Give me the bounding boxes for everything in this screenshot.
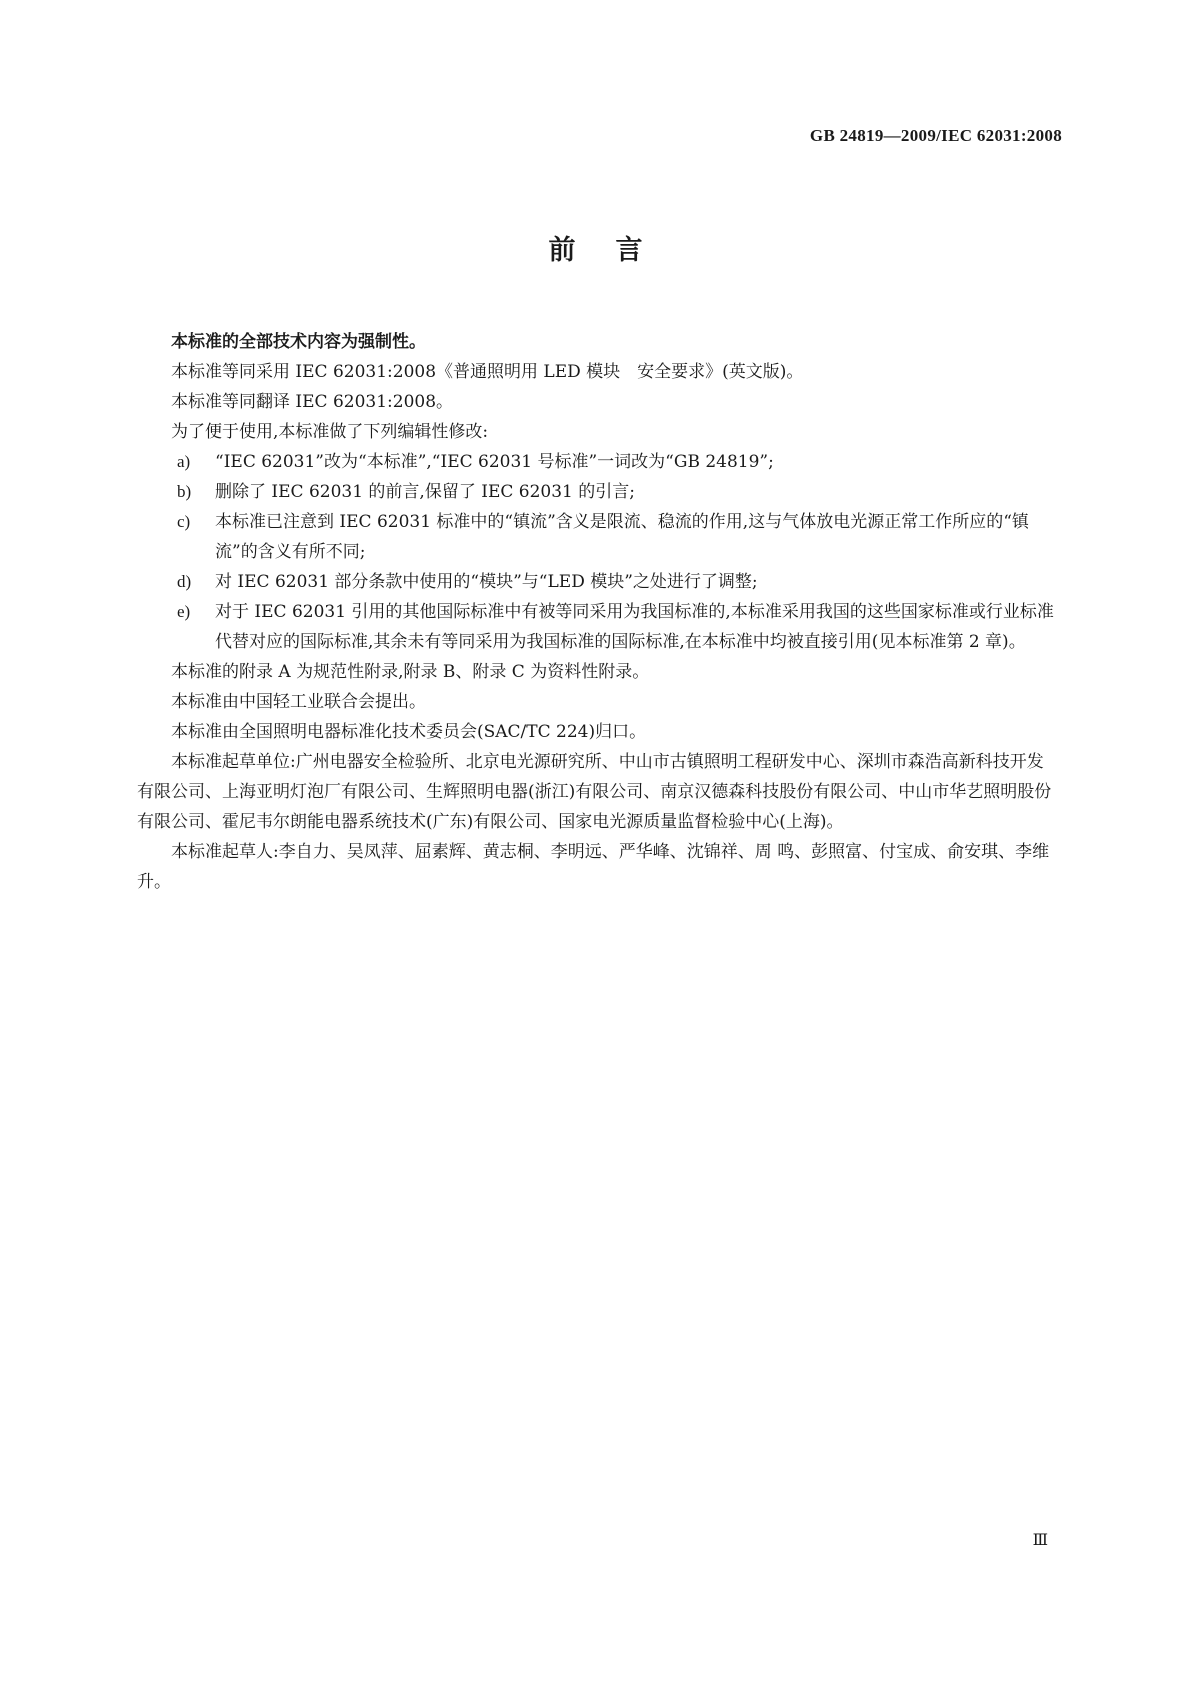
- list-item-text: 对 IEC 62031 部分条款中使用的“模块”与“LED 模块”之处进行了调整;: [215, 572, 758, 592]
- list-item-marker: a): [177, 452, 191, 471]
- list-item-text: 删除了 IEC 62031 的前言,保留了 IEC 62031 的引言;: [215, 482, 635, 502]
- mandatory-statement: 本标准的全部技术内容为强制性。: [171, 332, 426, 352]
- standard-code-header: GB 24819—2009/IEC 62031:2008: [809, 126, 1062, 145]
- foreword-body: [137, 327, 1057, 897]
- drafters: 本标准起草人:李自力、吴凤萍、屈素辉、黄志桐、李明远、严华峰、沈锦祥、周 鸣、彭照富、付宝成、俞安琪、李维升。: [137, 842, 1050, 892]
- committee-statement: 本标准由全国照明电器标准化技术委员会(SAC/TC 224)归口。: [171, 722, 647, 742]
- list-item-marker: c): [177, 512, 191, 531]
- list-item-text: 对于 IEC 62031 引用的其他国际标准中有被等同采用为我国标准的,本标准采用我国的这些国家标准或行业标准代替对应的国际标准,其余未有等同采用为我国标准的国际标准,在本标准中均被直接引用(见本标准第 2 章)。: [215, 602, 1054, 652]
- list-item: [137, 597, 1057, 657]
- list-item: [137, 507, 1057, 567]
- list-item-marker: b): [177, 482, 192, 501]
- translation-statement: 本标准等同翻译 IEC 62031:2008。: [171, 392, 454, 412]
- list-item-marker: e): [177, 602, 191, 621]
- list-item-marker: d): [177, 572, 192, 591]
- list-item-text: 本标准已注意到 IEC 62031 标准中的“镇流”含义是限流、稳流的作用,这与气体放电光源正常工作所应的“镇流”的含义有所不同;: [215, 512, 1029, 562]
- list-item-text: “IEC 62031”改为“本标准”,“IEC 62031 号标准”一词改为“GB 24819”;: [215, 452, 774, 472]
- list-item: [137, 567, 1057, 597]
- page-number: Ⅲ: [1032, 1532, 1048, 1549]
- annex-statement: 本标准的附录 A 为规范性附录,附录 B、附录 C 为资料性附录。: [171, 662, 650, 682]
- list-item: [137, 447, 1057, 477]
- list-item: [137, 477, 1057, 507]
- page-title: 前言: [548, 235, 683, 266]
- adoption-statement: 本标准等同采用 IEC 62031:2008《普通照明用 LED 模块 安全要求》(英文版)。: [171, 362, 804, 382]
- editorial-intro: 为了便于使用,本标准做了下列编辑性修改:: [171, 422, 489, 442]
- proposer-statement: 本标准由中国轻工业联合会提出。: [171, 692, 426, 712]
- drafting-units: 本标准起草单位:广州电器安全检验所、北京电光源研究所、中山市古镇照明工程研发中心、深圳市森浩高新科技开发有限公司、上海亚明灯泡厂有限公司、生辉照明电器(浙江)有限公司、南京汉德森科技股份有限公司、中山市华艺照明股份有限公司、霍尼韦尔朗能电器系统技术(广东)有限公司、国家电光源质量监督检验中心(上海)。: [137, 752, 1052, 832]
